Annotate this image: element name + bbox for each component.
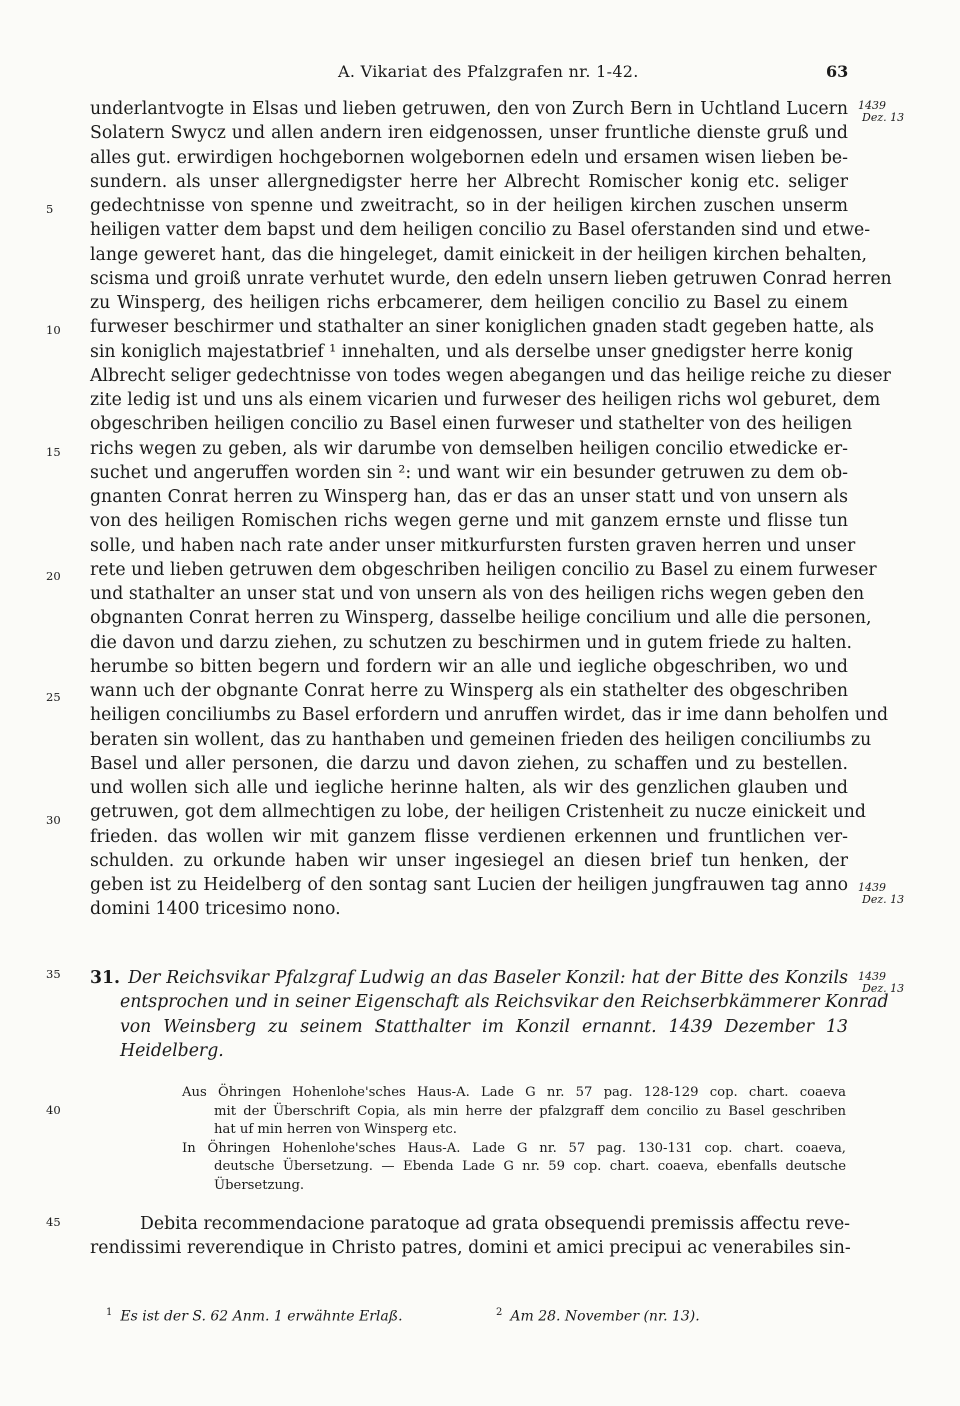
- margin-date-year: 1439: [858, 970, 886, 983]
- line-number: 5: [46, 202, 54, 216]
- text-line: obgnanten Conrat herren zu Winsperg, dasselbe heilige concilium und alle die personen,: [90, 608, 872, 629]
- text-line: Albrecht seliger gedechtnisse von todes wegen abegangen und das heilige reiche zu dieser: [90, 365, 891, 386]
- text-line: frieden. das wollen wir mit ganzem flisse verdienen erkennen und fruntlichen ver-: [90, 826, 848, 847]
- source-line: deutsche Übersetzung. — Ebenda Lade G nr. 59 cop. chart. coaeva, ebenfalls deutsche: [214, 1159, 846, 1175]
- margin-date-day: Dez. 13: [862, 893, 905, 906]
- line-number: 10: [46, 323, 61, 337]
- line-number: 25: [46, 690, 61, 704]
- text-line: von des heiligen Romischen richs wegen gerne und mit ganzem ernste und flisse tun: [90, 511, 848, 532]
- heading-line: von Weinsberg zu seinem Statthalter im Konzil ernannt. 1439 Dezember 13: [120, 1016, 848, 1037]
- text-line: geben ist zu Heidelberg of den sontag sant Lucien der heiligen jungfrauwen tag anno: [90, 875, 848, 895]
- text-line: rete und lieben getruwen dem obgeschriben heiligen concilio zu Basel zu einem furweser: [90, 559, 877, 580]
- margin-date-year: 1439: [858, 99, 886, 112]
- footnote-text: Es ist der S. 62 Anm. 1 erwähnte Erlaß.: [120, 1308, 403, 1325]
- text-line: suchet und angeruffen worden sin ²: und want wir ein besunder getruwen zu dem ob-: [90, 462, 848, 483]
- line-number: 45: [46, 1215, 61, 1229]
- line-number: 35: [46, 967, 61, 981]
- page-header: [0, 62, 960, 86]
- footnote: [496, 1303, 700, 1327]
- text-line: zite ledig ist und uns als einem vicarien und furweser des heiligen richs wol geburet, dem: [90, 390, 881, 410]
- text-line: und stathalter an unser stat und von unsern als von des heiligen richs wegen geben den: [90, 584, 865, 604]
- text-line: scisma und groiß unrate verhutet wurde, den edeln unsern lieben getruwen Conrad herren: [90, 268, 892, 289]
- footnote-mark: 2: [496, 1307, 503, 1318]
- text-line: beraten sin wollent, das zu hanthaben und gemeinen frieden des heiligen conciliumbs zu: [90, 729, 872, 750]
- text-line: zu Winsperg, des heiligen richs erbcamerer, dem heiligen concilio zu Basel zu einem: [90, 293, 848, 313]
- running-title: A. Vikariat des Pfalzgrafen nr. 1-42.: [338, 62, 639, 81]
- text-line: lange geweret hant, das die hingeleget, damit einickeit in der heiligen kirchen behalten,: [90, 244, 868, 265]
- text-line: sin koniglich majestatbrief ¹ innehalten, und als derselbe unser gnedigster herre konig: [90, 341, 854, 362]
- source-line: hat uf min herren von Winsperg etc.: [214, 1122, 457, 1138]
- text-line: und wollen sich alle und iegliche herinne halten, als wir des genzlichen glauben und: [90, 778, 848, 798]
- text-line: richs wegen zu geben, als wir darumbe von demselben heiligen concilio etwedicke er-: [90, 438, 848, 459]
- line-number: 20: [46, 569, 61, 583]
- document-number: 31.: [90, 968, 121, 988]
- text-line: underlantvogte in Elsas und lieben getruwen, den von Zurch Bern in Uchtland Lucern: [90, 99, 848, 119]
- text-line: die davon und darzu ziehen, zu schutzen zu beschirmen und in gutem friede zu halten.: [90, 632, 853, 653]
- margin-date-year: 1439: [858, 881, 886, 894]
- margin-date: [858, 100, 918, 124]
- source-line: Übersetzung.: [214, 1177, 305, 1193]
- footnote-mark: 1: [106, 1307, 113, 1318]
- text-line: gedechtnisse von spenne und zweitracht, so in der heiligen kirchen zuschen unserm: [90, 196, 848, 216]
- text-line: obgeschriben heiligen concilio zu Basel einen furweser und stathelter von des heiligen: [90, 414, 853, 435]
- heading-text: Der Reichsvikar Pfalzgraf Ludwig an das Baseler Konzil: hat der Bitte des Konzils: [128, 968, 848, 988]
- source-notes: [182, 1084, 846, 1196]
- text-line: heiligen vatter dem bapst und dem heiligen concilio zu Basel oferstanden sind und etwe-: [90, 220, 871, 241]
- heading-line: [90, 966, 848, 990]
- text-line: solle, und haben nach rate ander unser mitkurfursten fursten graven herren und unser: [90, 535, 856, 556]
- footnote-text: Am 28. November (nr. 13).: [510, 1308, 700, 1325]
- text-line: domini 1400 tricesimo nono.: [90, 899, 341, 920]
- text-line: wann uch der obgnante Conrat herre zu Winsperg als ein stathelter des obgeschriben: [90, 681, 848, 701]
- text-line: Debita recommendacione paratoque ad grata obsequendi premissis affectu reve-: [140, 1214, 851, 1234]
- line-number: 15: [46, 445, 61, 459]
- text-line: getruwen, got dem allmechtigen zu lobe, der heiligen Cristenheit zu nucze einickeit und: [90, 802, 866, 823]
- text-line: heiligen conciliumbs zu Basel erfordern und anruffen wirdet, das ir ime dann beholfen und: [90, 705, 889, 726]
- source-line: mit der Überschrift Copia, als min herre der pfalzgraff dem concilio zu Basel geschriben: [214, 1103, 846, 1119]
- margin-date-day: Dez. 13: [862, 982, 905, 995]
- page-number: 63: [826, 62, 849, 81]
- source-line: In Öhringen Hohenlohe'sches Haus-A. Lade G nr. 57 pag. 130-131 cop. chart. coaeva,: [182, 1140, 846, 1156]
- text-line: gnanten Conrat herren zu Winsperg han, das er das an unser statt und von unsern als: [90, 487, 848, 507]
- source-line: Aus Öhringen Hohenlohe'sches Haus-A. Lade G nr. 57 pag. 128-129 cop. chart. coaeva: [182, 1085, 846, 1100]
- text-line: herumbe so bitten begern und fordern wir an alle und iegliche obgeschriben, wo und: [90, 656, 848, 677]
- heading-line: entsprochen und in seiner Eigenschaft als Reichsvikar den Reichserbkämmerer Konrad: [120, 992, 889, 1013]
- text-line: rendissimi reverendique in Christo patres, domini et amici precipui ac venerabiles sin-: [90, 1238, 851, 1259]
- line-number: 40: [46, 1103, 61, 1117]
- text-line: Basel und aller personen, die darzu und davon ziehen, zu schaffen und zu bestellen.: [90, 753, 848, 774]
- text-line: furweser beschirmer und stathalter an siner koniglichen gnaden stadt gegeben hatte, als: [90, 317, 875, 338]
- document-31-text: [90, 1212, 851, 1261]
- text-line: schulden. zu orkunde haben wir unser ingesiegel an diesen brief tun henken, der: [90, 850, 848, 871]
- line-number: 30: [46, 813, 61, 827]
- footnote: [106, 1303, 403, 1327]
- text-line: alles gut. erwirdigen hochgebornen wolgebornen edeln und ersamen wisen lieben be-: [90, 147, 848, 168]
- margin-date-day: Dez. 13: [862, 111, 905, 124]
- heading-line: Heidelberg.: [120, 1040, 224, 1061]
- margin-date: [858, 882, 918, 906]
- text-line: sundern. als unser allergnedigster herre her Albrecht Romischer konig etc. seliger: [90, 171, 848, 192]
- text-line: Solatern Swycz und allen andern iren eidgenossen, unser fruntliche dienste gruß und: [90, 123, 848, 144]
